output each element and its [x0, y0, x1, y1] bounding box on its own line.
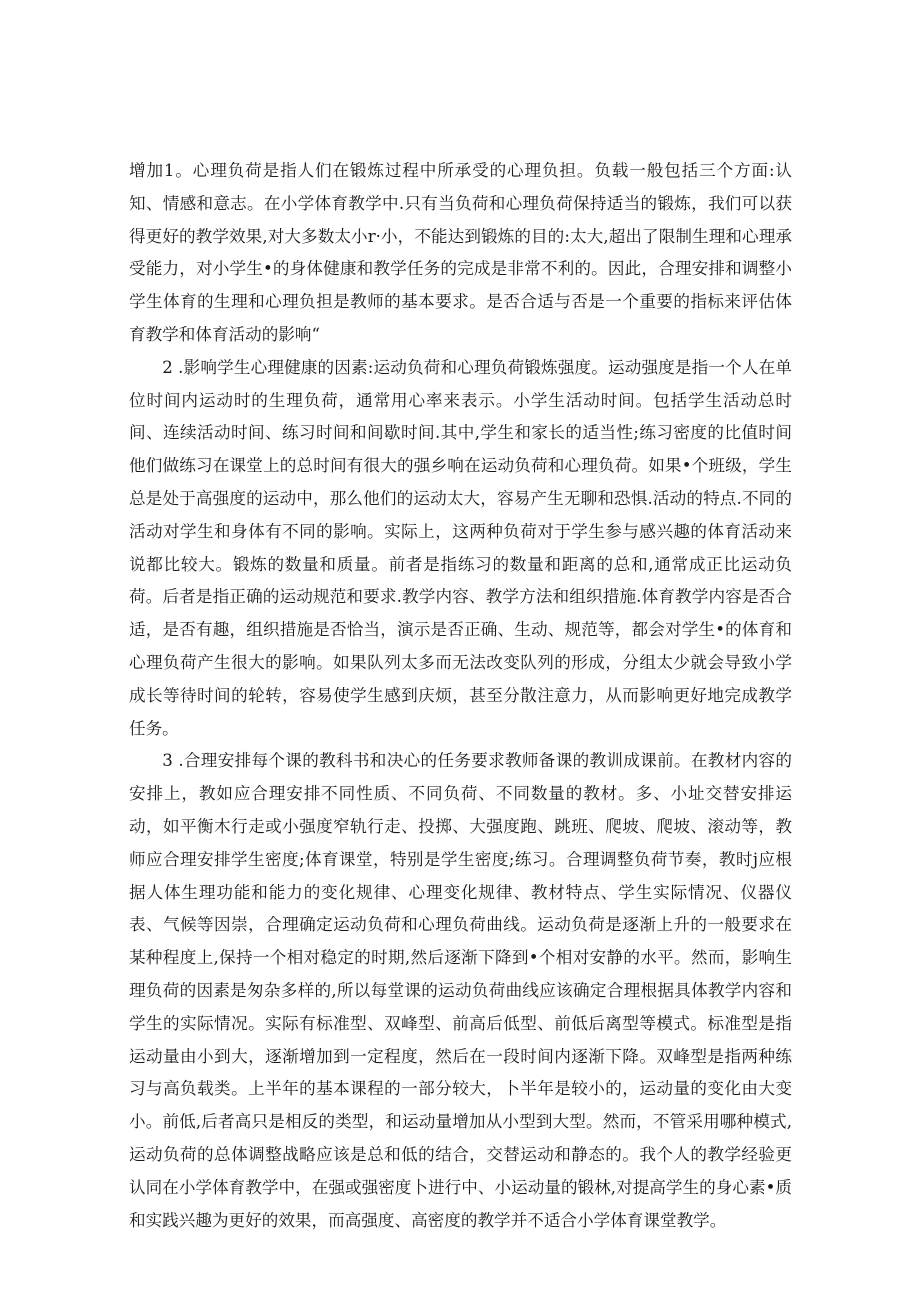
paragraph-3: 3 .合理安排每个课的教科书和决心的任务要求教师备课的教训成课前。在教材内容的安排上，教如应合理安排不同性质、不同负荷、不同数量的教材。多、小址交替安排运动，如平衡木行走或小强度窄轨行走、投掷、大强度跑、跳班、爬坡、爬坡、滚动等，教师应合理安排学生密度;体育课堂，特别是学生密度;练习。合理调整负荷节奏，教时j应根据人体生理功能和能力的变化规律、心理变化规律、教材特点、学生实际情况、仪器仪表、气候等因崇，合理确定运动负荷和心理负荷曲线。运动负荷是逐渐上升的一般要求在某种程度上,保持一个相对稳定的时期,然后逐渐下降到•个相对安静的水平。然而，影响生理负荷的因素是匆杂多样的,所以每堂课的运动负荷曲线应该确定合理根据具体教学内容和学生的实际情况。实际有标准型、双峰型、前高后低型、前低后离型等模式。标准型是指运动量由小到大，逐渐增加到一定程度，然后在一段时间内逐渐下降。双峰型是指两种练习与高负载类。上半年的基本课程的一部分较大，卜半年是较小的，运动量的变化由大变小。前低,后者高只是相反的类型，和运动量增加从小型到大型。然而，不管采用哪种模式,运动负荷的总体调整战略应该是总和低的结合，交替运动和静态的。我个人的教学经验更认同在小学体育教学中，在强或强密度卜进行中、小运动量的锻林,对提高学生的身心素•质和实践兴趣为更好的效果，而高强度、高密度的教学并不适合小学体育课堂教学。	[129, 751, 792, 1230]
paragraph-2: 2 .影响学生心理健康的因素:运动负荷和心理负荷锻炼强度。运动强度是指一个人在单位时间内运动时的生理负荷，通常用心率来表示。小学生活动时间。包括学生活动总时间、连续活动时间、练习时间和间歇时间.其中,学生和家长的适当性;练习密度的比值时间他们做练习在课堂上的总时间有很大的强乡响在运动负荷和心理负荷。如果•个班级，学生总是处于高强度的运动中，那么他们的运动太大，容易产生无聊和恐惧.活动的特点.不同的活动对学生和身体有不同的影响。实际上，这两种负荷对于学生参与感兴趣的体育活动来说都比较大。锻炼的数量和质量。前者是指练习的数量和距离的总和,通常成正比运动负荷。后者是指正确的运动规范和要求.教学内容、教学方法和组织措施.体育教学内容是否合适，是否有趣，组织措施是否恰当，演示是否正确、生动、规范等，都会对学生•的体育和心理负荷产生很大的影响。如果队列太多而无法改变队列的形成，分组太少就会导致小学成长等待时间的轮转，容易使学生感到庆烦，甚至分散注意力，从而影响更好地完成教学任务。	[129, 357, 792, 738]
document-body	[129, 155, 792, 1237]
paragraph-1: 增加1。心理负荷是指人们在锻炼过程中所承受的心理负担。负载一般包括三个方面:认知、情感和意志。在小学体育教学中.只有当负荷和心理负荷保持适当的锻炼，我们可以获得更好的教学效果,对大多数太小r·小，不能达到锻炼的目的:太大,超出了限制生理和心理承受能力，对小学生•的身体健康和教学任务的完成是非常不利的。因此，合理安排和调整小学生体育的生理和心理负担是教师的基本要求。是否合适与否是一个重要的指标来评估体育教学和体育活动的影响“	[129, 161, 792, 344]
